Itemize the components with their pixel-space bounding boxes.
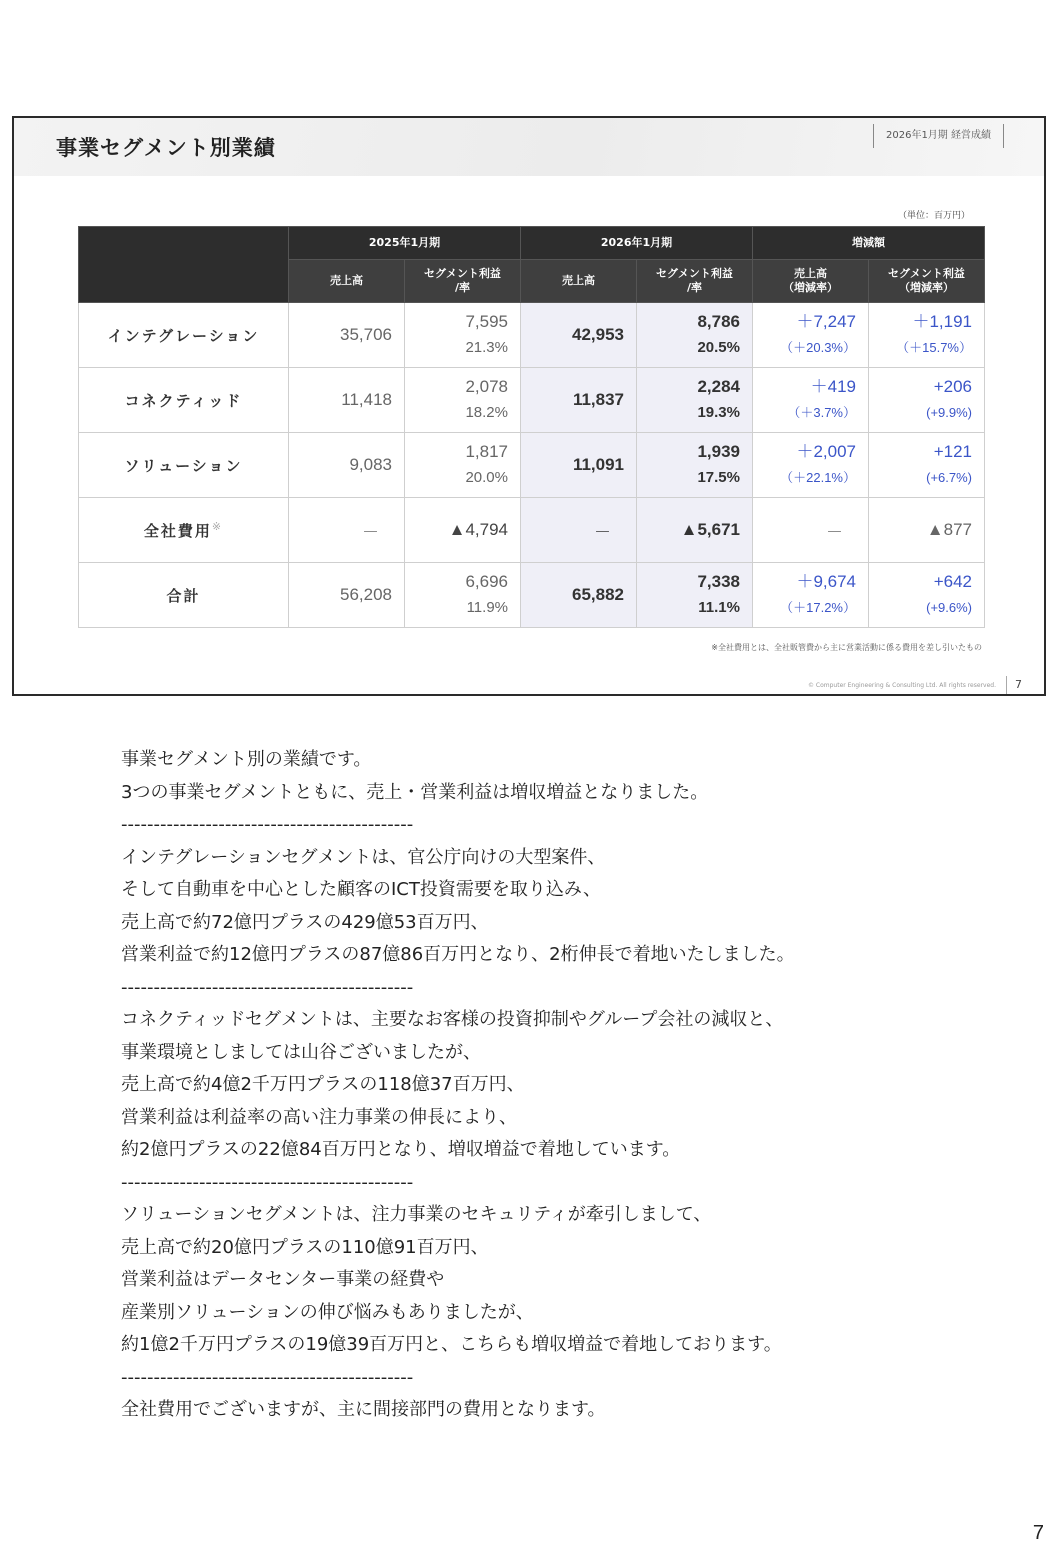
profit-change: +206 (+9.9%) (869, 368, 985, 433)
segment-name: コネクティッド (79, 368, 289, 433)
notes-line: 約2億円プラスの22億84百万円となり、増収増益で着地しています。 (121, 1139, 681, 1160)
subheader-cur-profit: セグメント利益 /率 (637, 260, 753, 303)
speaker-notes (121, 744, 961, 1427)
subheader-prev-profit: セグメント利益 /率 (405, 260, 521, 303)
cur-profit: 7,338 11.1% (637, 563, 753, 628)
page-number: 7 (1032, 1522, 1044, 1544)
notes-line: 約1億2千万円プラスの19億39百万円と、こちらも増収増益で着地しております。 (121, 1334, 782, 1355)
prev-profit: 2,078 18.2% (405, 368, 521, 433)
slide-header (14, 118, 1044, 176)
cur-sales: 65,882 (521, 563, 637, 628)
corner-header (79, 227, 289, 303)
notes-line: ソリューションセグメントは、注力事業のセキュリティが牽引しまして、 (121, 1204, 712, 1225)
notes-separator: --------------------------------------------- (121, 1366, 414, 1388)
notes-line: 売上高で約72億円プラスの429億53百万円、 (121, 911, 489, 933)
slide-number: 7 (1006, 676, 1022, 694)
copyright: © Computer Engineering & Consulting Ltd. All rights reserved. (808, 682, 996, 689)
notes-line: 売上高で約4億2千万円プラスの118億37百万円、 (121, 1074, 525, 1095)
subheader-profit-change: セグメント利益 （増減率） (869, 260, 985, 303)
segment-name: 合計 (79, 563, 289, 628)
prev-profit: ▲4,794 (405, 498, 521, 563)
table-row (79, 433, 985, 498)
notes-separator: --------------------------------------------- (121, 1171, 414, 1193)
table-row (79, 563, 985, 628)
slide (12, 116, 1046, 696)
cur-profit: 2,284 19.3% (637, 368, 753, 433)
notes-separator: --------------------------------------------- (121, 976, 414, 998)
notes-line: 事業セグメント別の業績です。 (121, 749, 372, 770)
subheader-prev-sales: 売上高 (289, 260, 405, 303)
segment-name: ソリューション (79, 433, 289, 498)
cur-sales: － (521, 498, 637, 563)
notes-line: 売上高で約20億円プラスの110億91百万円、 (121, 1236, 489, 1258)
slide-title: 事業セグメント別業績 (56, 136, 276, 160)
notes-line: そして自動車を中心とした顧客のICT投資需要を取り込み、 (121, 879, 601, 900)
cur-sales: 11,091 (521, 433, 637, 498)
cur-sales: 42,953 (521, 303, 637, 368)
period-label: 2026年1月期 経営成績 (873, 124, 1004, 148)
subheader-cur-sales: 売上高 (521, 260, 637, 303)
profit-change: ▲877 (869, 498, 985, 563)
group-header-change: 増減額 (753, 227, 985, 260)
sales-change: ＋7,247 （＋20.3%） (753, 303, 869, 368)
prev-profit: 7,595 21.3% (405, 303, 521, 368)
notes-separator: --------------------------------------------- (121, 814, 414, 835)
table-row (79, 498, 985, 563)
prev-sales: 56,208 (289, 563, 405, 628)
profit-change: ＋1,191 （＋15.7%） (869, 303, 985, 368)
sales-change: － (753, 498, 869, 563)
prev-profit: 1,817 20.0% (405, 433, 521, 498)
table-row (79, 368, 985, 433)
segment-name: 全社費用※ (79, 498, 289, 563)
segment-table (78, 226, 985, 628)
cur-profit: 1,939 17.5% (637, 433, 753, 498)
cur-sales: 11,837 (521, 368, 637, 433)
prev-sales: － (289, 498, 405, 563)
prev-sales: 9,083 (289, 433, 405, 498)
sales-change: ＋9,674 （＋17.2%） (753, 563, 869, 628)
footnote: ※全社費用とは、全社販管費から主に営業活動に係る費用を差し引いたもの (711, 643, 982, 652)
notes-line: 事業環境としましては山谷ございましたが、 (121, 1041, 481, 1063)
notes-line: コネクティッドセグメントは、主要なお客様の投資抑制やグループ会社の減収と、 (121, 1009, 784, 1030)
notes-line: 産業別ソリューションの伸び悩みもありましたが、 (121, 1301, 534, 1323)
subheader-sales-change: 売上高 （増減率） (753, 260, 869, 303)
prev-sales: 35,706 (289, 303, 405, 368)
group-header-current: 2026年1月期 (521, 227, 753, 260)
sales-change: ＋419 （＋3.7%） (753, 368, 869, 433)
cur-profit: ▲5,671 (637, 498, 753, 563)
notes-line: 営業利益は利益率の高い注力事業の伸長により、 (121, 1106, 517, 1128)
segment-name: インテグレーション (79, 303, 289, 368)
footnote-mark: ※ (211, 519, 224, 533)
notes-line: 営業利益で約12億円プラスの87億86百万円となり、2桁伸長で着地いたしました。 (121, 944, 795, 965)
cur-profit: 8,786 20.5% (637, 303, 753, 368)
table-row (79, 303, 985, 368)
profit-change: +642 (+9.6%) (869, 563, 985, 628)
notes-line: 営業利益はデータセンター事業の経費や (121, 1269, 445, 1290)
sales-change: ＋2,007 （＋22.1%） (753, 433, 869, 498)
prev-sales: 11,418 (289, 368, 405, 433)
notes-line: インテグレーションセグメントは、官公庁向けの大型案件、 (121, 846, 606, 868)
prev-profit: 6,696 11.9% (405, 563, 521, 628)
notes-line: 全社費用でございますが、主に間接部門の費用となります。 (121, 1399, 606, 1420)
notes-line: 3つの事業セグメントともに、売上・営業利益は増収増益となりました。 (121, 781, 709, 803)
group-header-prev: 2025年1月期 (289, 227, 521, 260)
unit-label: （単位：百万円） (897, 211, 970, 221)
profit-change: +121 (+6.7%) (869, 433, 985, 498)
